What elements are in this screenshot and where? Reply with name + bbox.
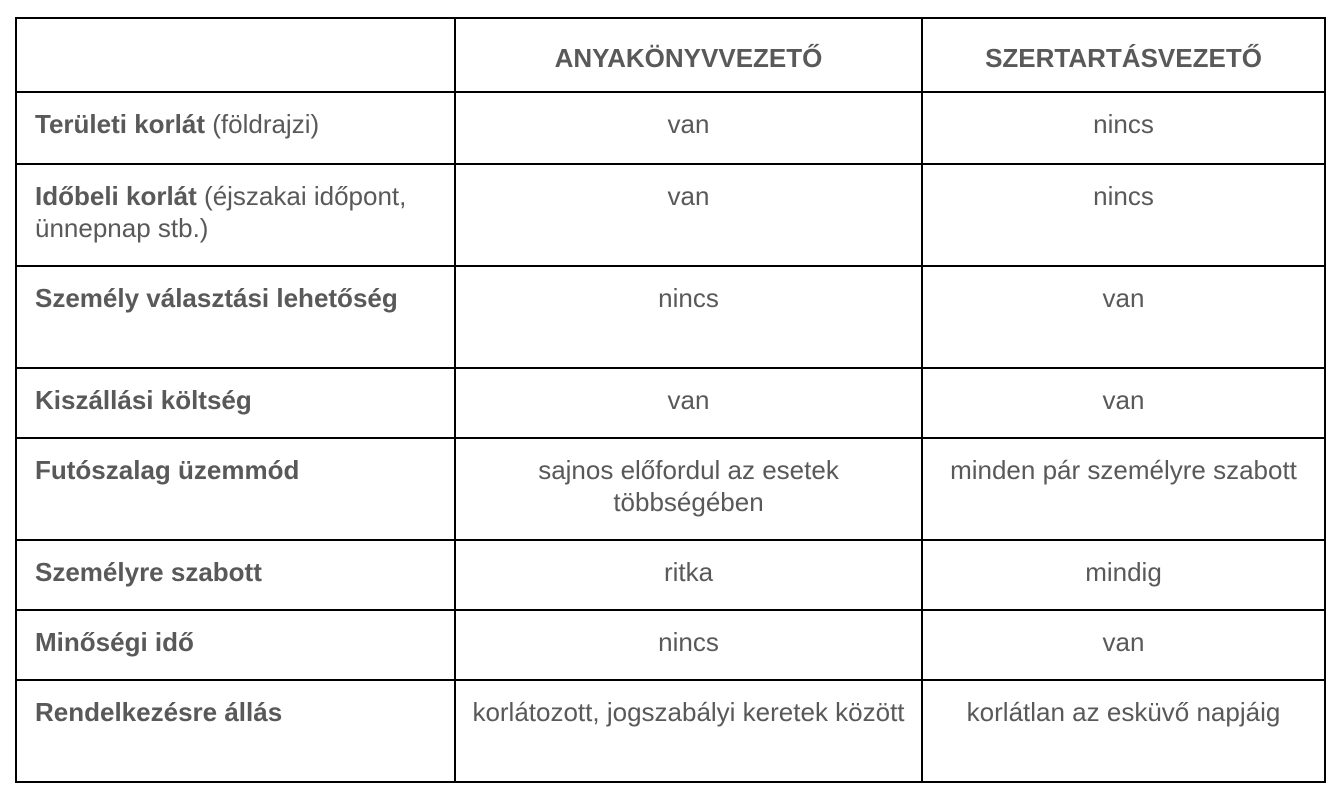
- row-label-cell: [16, 164, 455, 266]
- value-cell-col2: van: [455, 92, 922, 164]
- value-cell-col3: van: [922, 368, 1325, 438]
- table-row: [16, 368, 1325, 438]
- value-cell-col3: van: [922, 610, 1325, 680]
- value-cell-col3: korlátlan az esküvő napjáig: [922, 680, 1325, 782]
- table-row: [16, 540, 1325, 610]
- value-cell-col2: van: [455, 164, 922, 266]
- row-label-cell: [16, 540, 455, 610]
- row-label-bold: Területi korlát: [35, 109, 206, 139]
- value-cell-col2: ritka: [455, 540, 922, 610]
- header-cell-szertartasvezeto: [922, 18, 1325, 92]
- row-label-rest: (földrajzi): [205, 109, 320, 139]
- row-label-cell: [16, 368, 455, 438]
- header-row: [16, 18, 1325, 92]
- row-label-cell: [16, 266, 455, 368]
- header-cell-empty: [16, 18, 455, 92]
- header-label: ANYAKÖNYVVEZETŐ: [554, 43, 823, 73]
- table-row: [16, 266, 1325, 368]
- row-label-bold: Személyre szabott: [35, 557, 262, 587]
- row-label-bold: Rendelkezésre állás: [35, 697, 283, 727]
- value-cell-col3: minden pár személyre szabott: [922, 438, 1325, 540]
- table-row: [16, 438, 1325, 540]
- value-cell-col3: nincs: [922, 92, 1325, 164]
- row-label-cell: [16, 680, 455, 782]
- value-cell-col3: van: [922, 266, 1325, 368]
- value-cell-col2: nincs: [455, 266, 922, 368]
- value-cell-col3: nincs: [922, 164, 1325, 266]
- row-label-bold: Személy választási lehetőség: [35, 283, 398, 313]
- row-label-rest: (éjszakai időpont, ünnepnap stb.): [35, 181, 407, 243]
- row-label-bold: Futószalag üzemmód: [35, 455, 300, 485]
- table-row: [16, 610, 1325, 680]
- row-label-cell: [16, 610, 455, 680]
- row-label-bold: Időbeli korlát: [35, 181, 197, 211]
- row-label-bold: Minőségi idő: [35, 627, 194, 657]
- value-cell-col2: nincs: [455, 610, 922, 680]
- header-label: SZERTARTÁSVEZETŐ: [985, 43, 1262, 73]
- row-label-cell: [16, 438, 455, 540]
- row-label-cell: [16, 92, 455, 164]
- comparison-table: [15, 17, 1326, 783]
- row-label-bold: Kiszállási költség: [35, 385, 252, 415]
- table-row: [16, 164, 1325, 266]
- value-cell-col3: mindig: [922, 540, 1325, 610]
- value-cell-col2: sajnos előfordul az esetek többségében: [455, 438, 922, 540]
- value-cell-col2: van: [455, 368, 922, 438]
- header-cell-anyakonyvvezeto: [455, 18, 922, 92]
- table-row: [16, 92, 1325, 164]
- value-cell-col2: korlátozott, jogszabályi keretek között: [455, 680, 922, 782]
- table-row: [16, 680, 1325, 782]
